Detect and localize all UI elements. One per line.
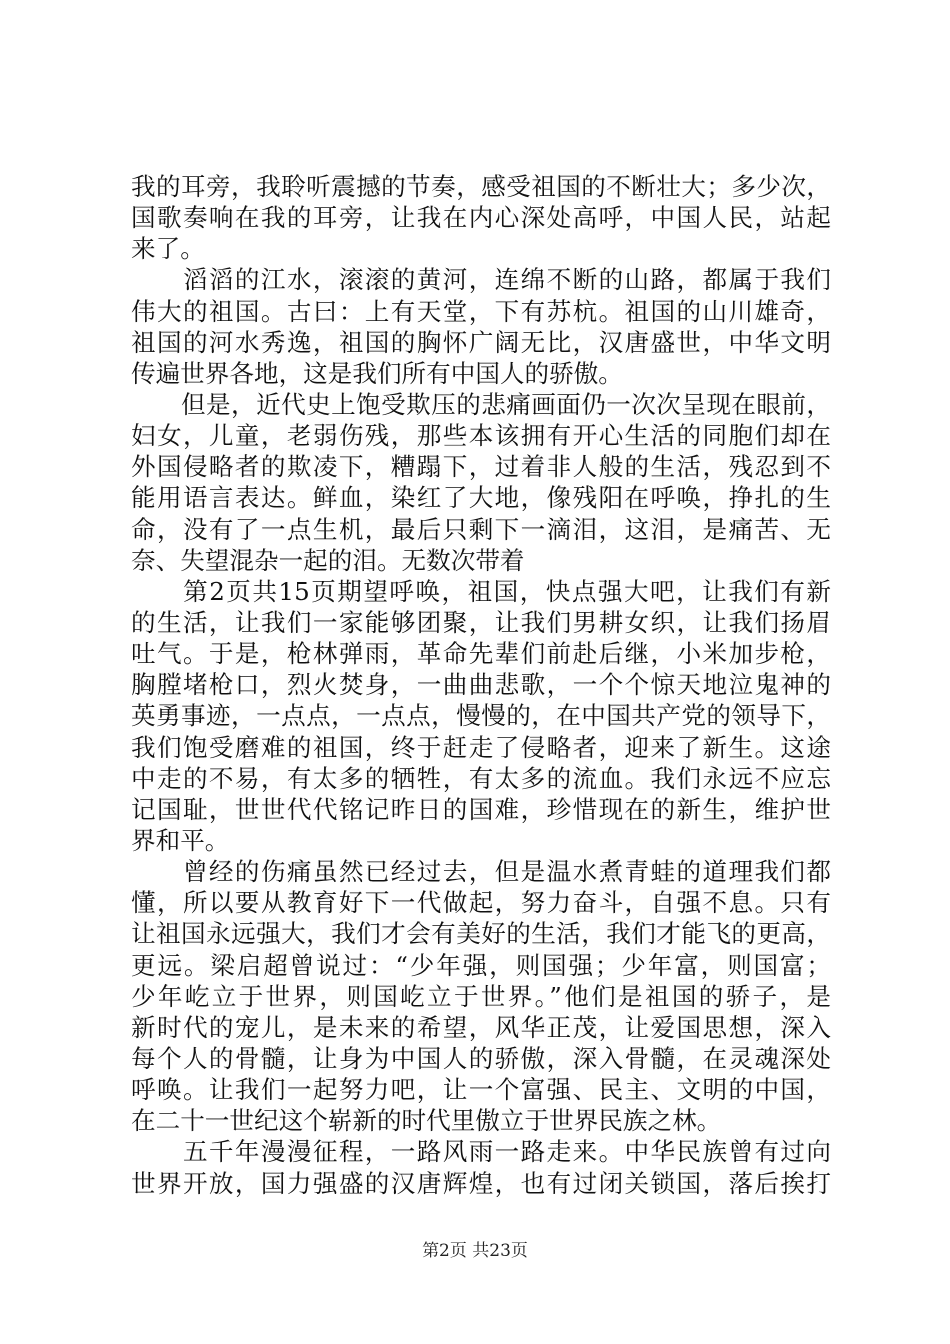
text-line: 我们饱受磨难的祖国，终于赶走了侵略者，迎来了新生。这途 (131, 732, 831, 762)
text-line: 让祖国永远强大，我们才会有美好的生活，我们才能飞的更高， (131, 919, 831, 949)
text-line: 能用语言表达。鲜血，染红了大地，像残阳在呼唤，挣扎的生 (131, 483, 831, 513)
text-line: 吐气。于是，枪林弹雨，革命先辈们前赴后继，小米加步枪， (131, 639, 831, 669)
page-footer: 第2页 共23页 (422, 1241, 528, 1261)
text-line: 传遍世界各地，这是我们所有中国人的骄傲。 (131, 358, 623, 388)
text-line: 来了。 (131, 234, 205, 264)
text-line: 妇女，儿童，老弱伤残，那些本该拥有开心生活的同胞们却在 (131, 421, 831, 451)
text-line: 但是，近代史上饱受欺压的悲痛画面仍一次次呈现在眼前， (131, 389, 831, 419)
text-line: 国歌奏响在我的耳旁，让我在内心深处高呼，中国人民，站起 (131, 203, 831, 233)
text-line: 每个人的骨髓，让身为中国人的骄傲，深入骨髓，在灵魂深处 (131, 1043, 831, 1073)
text-line: 更远。梁启超曾说过：“少年强，则国强；少年富，则国富； (131, 950, 831, 980)
text-line: 奈、失望混杂一起的泪。无数次带着 (131, 545, 525, 575)
text-line: 祖国的河水秀逸，祖国的胸怀广阔无比，汉唐盛世，中华文明 (131, 327, 831, 357)
text-line: 新时代的宠儿，是未来的希望，风华正茂，让爱国思想，深入 (131, 1012, 831, 1042)
text-line: 第2页共15页期望呼唤，祖国，快点强大吧，让我们有新 (131, 576, 831, 606)
text-line: 我的耳旁，我聆听震撼的节奏，感受祖国的不断壮大；多少次， (131, 172, 831, 201)
text-line: 曾经的伤痛虽然已经过去，但是温水煮青蛙的道理我们都 (131, 857, 831, 887)
body-text (131, 171, 831, 1199)
text-line: 五千年漫漫征程，一路风雨一路走来。中华民族曾有过向 (131, 1137, 831, 1167)
text-line: 在二十一世纪这个崭新的时代里傲立于世界民族之林。 (131, 1106, 722, 1136)
text-line: 的生活，让我们一家能够团聚，让我们男耕女织，让我们扬眉 (131, 607, 831, 637)
text-line: 命，没有了一点生机，最后只剩下一滴泪，这泪，是痛苦、无 (131, 514, 831, 544)
text-line: 伟大的祖国。古曰：上有天堂，下有苏杭。祖国的山川雄奇， (131, 296, 831, 326)
text-line: 胸膛堵枪口，烈火焚身，一曲曲悲歌，一个个惊天地泣鬼神的 (131, 670, 831, 700)
text-line: 世界开放，国力强盛的汉唐辉煌，也有过闭关锁国，落后挨打 (131, 1168, 831, 1198)
text-line: 外国侵略者的欺凌下，糟蹋下，过着非人般的生活，残忍到不 (131, 452, 831, 482)
text-line: 英勇事迹，一点点，一点点，慢慢的，在中国共产党的领导下， (131, 701, 831, 731)
text-line: 界和平。 (131, 825, 230, 855)
text-line: 滔滔的江水，滚滚的黄河，连绵不断的山路，都属于我们 (131, 265, 831, 295)
text-line: 呼唤。让我们一起努力吧，让一个富强、民主、文明的中国， (131, 1075, 831, 1105)
text-line: 懂，所以要从教育好下一代做起，努力奋斗，自强不息。只有 (131, 888, 831, 918)
text-line: 少年屹立于世界，则国屹立于世界。”他们是祖国的骄子，是 (131, 981, 831, 1011)
text-line: 记国耻，世世代代铭记昨日的国难，珍惜现在的新生，维护世 (131, 794, 831, 824)
text-line: 中走的不易，有太多的牺牲，有太多的流血。我们永远不应忘 (131, 763, 831, 793)
